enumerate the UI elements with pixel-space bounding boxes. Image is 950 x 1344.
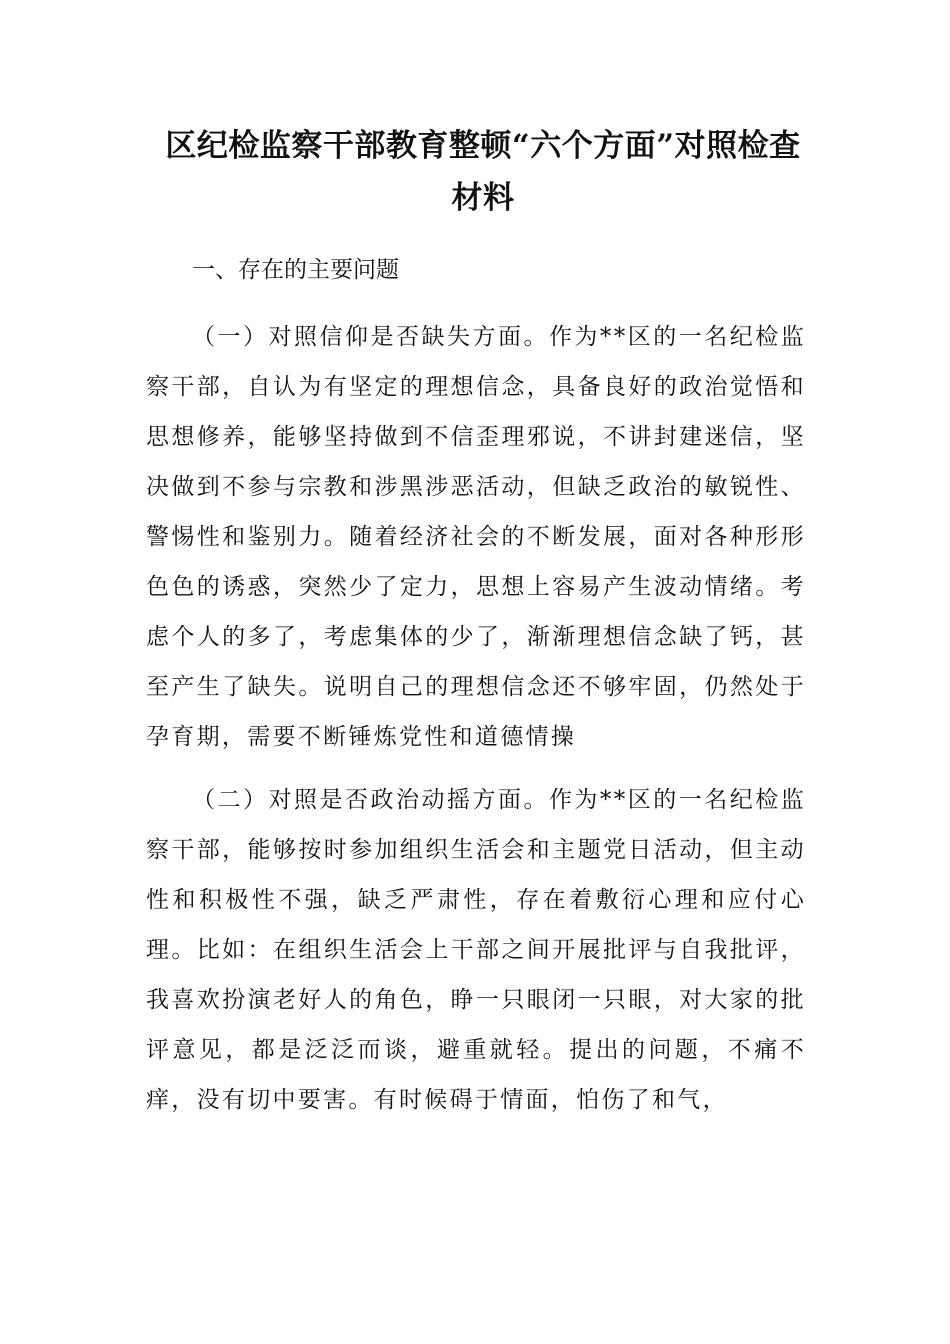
- document-title: 区纪检监察干部教育整顿“六个方面”对照检查材料: [165, 128, 801, 216]
- paragraph-political: （二）对照是否政治动摇方面。作为**区的一名纪检监察干部，能够按时参加组织生活会和主题党日活动，但主动性和积极性不强，缺乏严肃性，存在着敷衍心理和应付心理。比如：在组织生活会上干部之间开展批评与自我批评，我喜欢扮演老好人的角色，睁一只眼闭一只眼，对大家的批评意见，都是泛泛而谈，避重就轻。提出的问题，不痛不痒，没有切中要害。有时候碍于情面，怕伤了和气，: [146, 787, 806, 1113]
- section-heading: 一、存在的主要问题: [192, 257, 399, 283]
- paragraph-faith: （一）对照信仰是否缺失方面。作为**区的一名纪检监察干部，自认为有坚定的理想信念，具备良好的政治觉悟和思想修养，能够坚持做到不信歪理邪说，不讲封建迷信，坚决做到不参与宗教和涉黑涉恶活动，但缺乏政治的敏锐性、警惕性和鉴别力。随着经济社会的不断发展，面对各种形形色色的诱惑，突然少了定力，思想上容易产生波动情绪。考虑个人的多了，考虑集体的少了，渐渐理想信念缺了钙，甚至产生了缺失。说明自己的理想信念还不够牢固，仍然处于孕育期，需要不断锤炼党性和道德情操: [146, 324, 806, 750]
